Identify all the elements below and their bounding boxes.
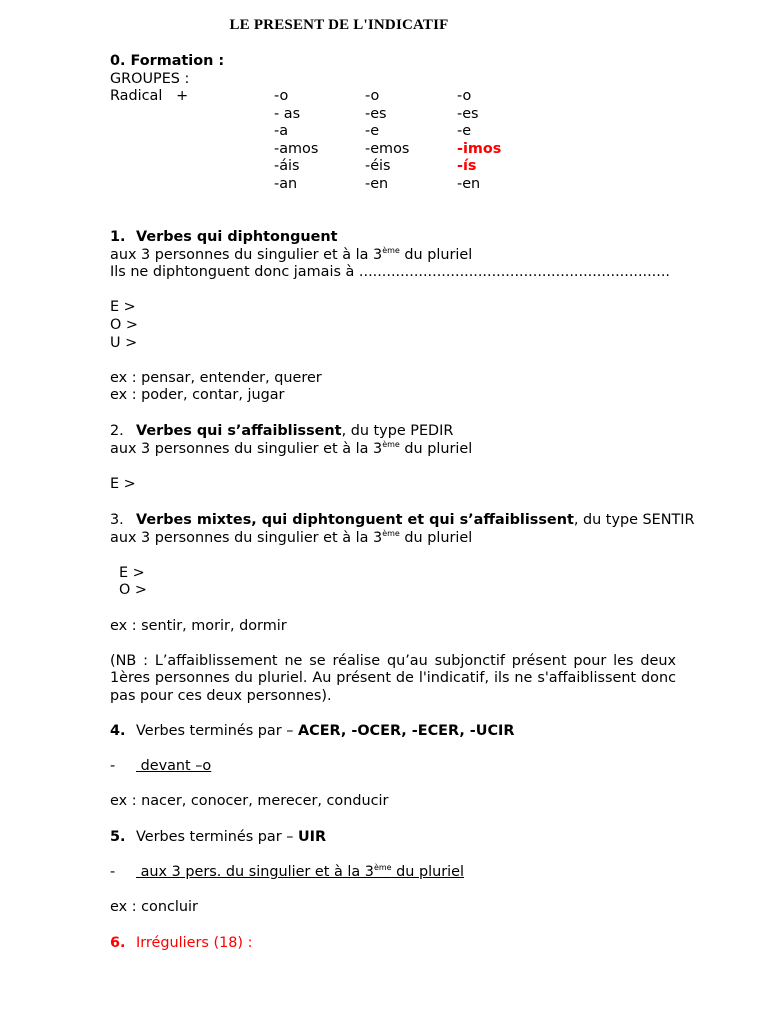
vowel-change: E > bbox=[110, 299, 136, 316]
section-uir bbox=[110, 829, 676, 917]
section-weaken bbox=[110, 423, 676, 493]
section-title: Verbes qui diphtonguent bbox=[136, 229, 338, 245]
vowel-change: O > bbox=[119, 582, 147, 599]
section-heading bbox=[110, 423, 676, 441]
section-heading bbox=[110, 829, 676, 847]
radical-label: Radical + bbox=[110, 88, 189, 105]
vowel-change: U > bbox=[110, 334, 138, 351]
section-title: Irréguliers (18) : bbox=[136, 935, 253, 951]
ending: -a bbox=[274, 123, 289, 140]
section-mixed bbox=[110, 512, 695, 706]
rule-line bbox=[110, 247, 676, 265]
ending: -áis bbox=[274, 158, 300, 175]
rule-text: devant –o bbox=[136, 758, 212, 775]
ending-column-ir bbox=[457, 88, 501, 194]
superscript: ème bbox=[382, 528, 400, 538]
ending: -amos bbox=[274, 140, 319, 157]
ending: -en bbox=[457, 175, 481, 192]
example-line: ex : pensar, entender, querer bbox=[110, 369, 322, 386]
ending: -en bbox=[365, 175, 389, 192]
ending: -o bbox=[274, 88, 289, 104]
section-number: 2. bbox=[110, 423, 124, 439]
section-title: Verbes qui s’affaiblissent bbox=[136, 423, 342, 439]
ending-column-ar bbox=[274, 88, 318, 194]
fill-in-line: Ils ne diphtonguent donc jamais à .................................................................... bbox=[110, 264, 670, 281]
rule-text: aux 3 pers. du singulier et à la 3 bbox=[136, 864, 374, 881]
section-number: 4. bbox=[110, 723, 126, 739]
ending-highlight: -imos bbox=[457, 140, 502, 157]
ending: -e bbox=[457, 123, 472, 140]
rule-line bbox=[110, 864, 676, 882]
section-title: Verbes terminés par – bbox=[136, 723, 298, 739]
rule-line bbox=[110, 758, 676, 776]
ending: -an bbox=[274, 175, 298, 192]
rule-line bbox=[110, 530, 676, 548]
section-number: 6. bbox=[110, 935, 126, 951]
superscript: ème bbox=[382, 439, 400, 449]
vowel-change: O > bbox=[110, 316, 138, 333]
section-heading: 0. Formation : bbox=[110, 53, 225, 69]
section-heading bbox=[110, 723, 676, 741]
section-tail: , du type SENTIR bbox=[573, 512, 695, 528]
ending-column-er bbox=[365, 88, 409, 194]
bullet-dash: - bbox=[110, 864, 116, 881]
section-title: Verbes mixtes, qui diphtonguent et qui s’affaiblissent bbox=[136, 512, 574, 528]
section-number: 3. bbox=[110, 512, 124, 528]
section-title-bold: UIR bbox=[298, 829, 327, 845]
section-title: Verbes terminés par – bbox=[136, 829, 298, 845]
section-title-bold: ACER, -OCER, -ECER, -UCIR bbox=[298, 723, 515, 739]
example-line: ex : poder, contar, jugar bbox=[110, 387, 285, 404]
section-diphthong bbox=[110, 229, 676, 405]
page-title: LE PRESENT DE L'INDICATIF bbox=[229, 17, 449, 33]
section-tail: , du type PEDIR bbox=[341, 423, 454, 439]
ending-highlight: -ís bbox=[457, 158, 477, 175]
rule-text: du pluriel bbox=[399, 529, 473, 546]
nb-paragraph: (NB : L’affaiblissement ne se réalise qu’au subjonctif présent pour les deux 1ères personnes du pluriel. Au présent de l'indicatif, ils ne s'affaiblissent donc pas pour ces deux personnes). bbox=[110, 652, 676, 704]
section-number: 1. bbox=[110, 229, 126, 245]
section-acer bbox=[110, 723, 676, 811]
groupes-label: GROUPES : bbox=[110, 70, 190, 87]
section-irregular bbox=[110, 935, 676, 953]
ending: -o bbox=[457, 88, 472, 104]
ending: -éis bbox=[365, 158, 391, 175]
example-line: ex : sentir, morir, dormir bbox=[110, 617, 287, 634]
section-heading bbox=[110, 229, 676, 247]
rule-text: aux 3 personnes du singulier et à la 3 bbox=[110, 440, 383, 457]
rule-text: du pluriel bbox=[391, 864, 465, 881]
ending: - as bbox=[274, 105, 301, 122]
bullet-dash: - bbox=[110, 758, 116, 775]
section-heading bbox=[110, 935, 676, 953]
vowel-change: E > bbox=[110, 475, 136, 492]
ending: -e bbox=[365, 123, 380, 140]
ending: -es bbox=[365, 105, 387, 122]
example-line: ex : concluir bbox=[110, 899, 198, 916]
vowel-change: E > bbox=[119, 564, 145, 581]
rule-text: aux 3 personnes du singulier et à la 3 bbox=[110, 246, 383, 263]
ending: -emos bbox=[365, 140, 410, 157]
example-line: ex : nacer, conocer, merecer, conducir bbox=[110, 793, 389, 810]
rule-text: aux 3 personnes du singulier et à la 3 bbox=[110, 529, 383, 546]
rule-line bbox=[110, 441, 676, 459]
ending: -o bbox=[365, 88, 380, 104]
section-heading bbox=[110, 512, 695, 530]
ending: -es bbox=[457, 105, 479, 122]
superscript: ème bbox=[382, 245, 400, 255]
superscript: ème bbox=[373, 863, 392, 873]
rule-text: du pluriel bbox=[399, 440, 473, 457]
rule-text: du pluriel bbox=[399, 246, 473, 263]
section-number: 5. bbox=[110, 829, 126, 845]
